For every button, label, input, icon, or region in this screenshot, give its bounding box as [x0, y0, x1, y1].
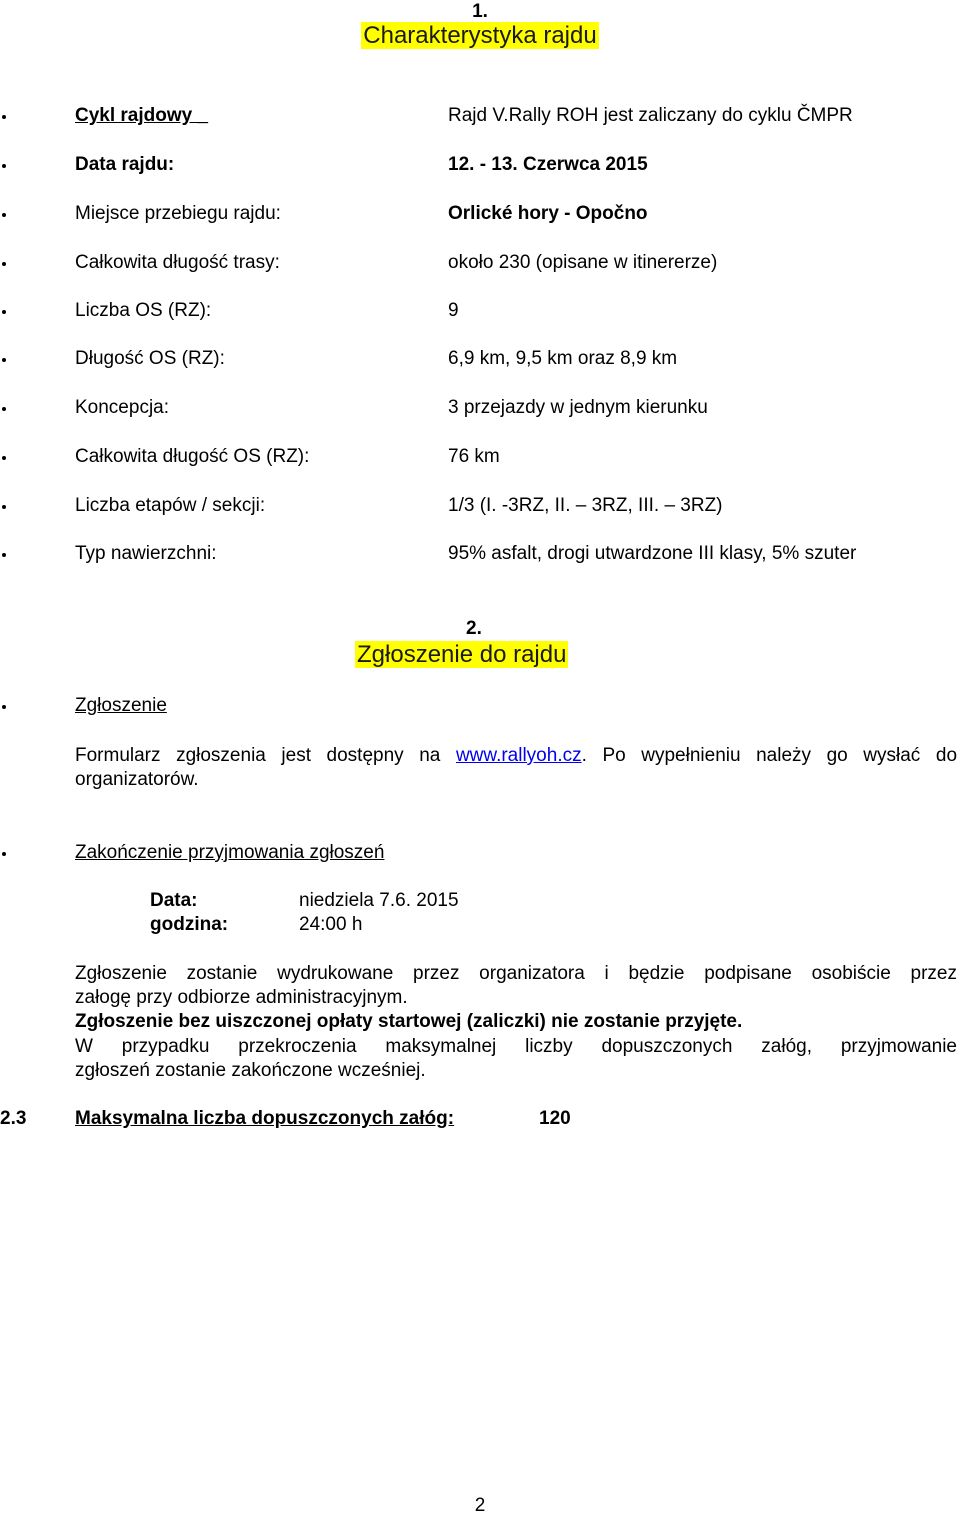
zakonczenie-label: Zakończenie przyjmowania zgłoszeń [75, 842, 385, 863]
row-label: Cykl rajdowy _ [75, 105, 209, 126]
zgloszenie-text [75, 744, 957, 768]
time-value: 24:00 h [299, 914, 363, 935]
paragraph-1-line-1: Zgłoszenie zostanie wydrukowane przez organizatora i będzie podpisane osobiście przez [75, 963, 957, 984]
section-2-title-text: Zgłoszenie do rajdu [357, 641, 567, 668]
paragraph-2-line-1: W przypadku przekroczenia maksymalnej liczby dopuszczonych załóg, przyjmowanie [75, 1036, 957, 1057]
bullet-icon [0, 694, 10, 718]
row-value: 76 km [448, 446, 500, 467]
bullet-icon [0, 202, 10, 226]
bullet-icon [0, 841, 10, 865]
time-label: godzina: [150, 914, 229, 935]
row-value: 9 [448, 300, 459, 321]
section-1-number: 1. [472, 1, 488, 22]
max-crews-label: Maksymalna liczba dopuszczonych załóg: [75, 1108, 455, 1129]
row-label: Koncepcja: [75, 397, 170, 418]
row-label: Liczba OS (RZ): [75, 300, 212, 321]
row-value: 3 przejazdy w jednym kierunku [448, 397, 708, 418]
bullet-icon [0, 251, 10, 275]
zgloszenie-text-line2: organizatorów. [75, 769, 199, 790]
bullet-icon [0, 396, 10, 420]
row-label: Długość OS (RZ): [75, 348, 225, 369]
row-value: 6,9 km, 9,5 km oraz 8,9 km [448, 348, 678, 369]
zgloszenie-text-after: . Po wypełnieniu należy go wysłać do [581, 745, 958, 766]
row-label: Data rajdu: [75, 154, 175, 175]
bullet-icon [0, 299, 10, 323]
bullet-icon [0, 542, 10, 566]
zgloszenie-label: Zgłoszenie [75, 695, 167, 716]
row-value: 1/3 (I. -3RZ, II. – 3RZ, III. – 3RZ) [448, 495, 723, 516]
row-label: Całkowita długość OS (RZ): [75, 446, 310, 467]
max-crews-value: 120 [539, 1108, 571, 1129]
warning-line: Zgłoszenie bez uiszczonej opłaty startowej (zaliczki) nie zostanie przyjęte. [75, 1011, 743, 1032]
row-value: 95% asfalt, drogi utwardzone III klasy, 5% szuter [448, 543, 857, 564]
bullet-icon [0, 104, 10, 128]
row-label: Typ nawierzchni: [75, 543, 217, 564]
bullet-icon [0, 153, 10, 177]
row-value: Rajd V.Rally ROH jest zaliczany do cyklu ČMPR [448, 105, 853, 126]
section-2-3-number: 2.3 [0, 1108, 27, 1129]
row-value: Orlické hory - Opočno [448, 203, 648, 224]
row-label: Miejsce przebiegu rajdu: [75, 203, 281, 224]
section-1-title [0, 22, 960, 50]
bullet-icon [0, 347, 10, 371]
bullet-icon [0, 494, 10, 518]
paragraph-1-line-2: załogę przy odbiorze administracyjnym. [75, 987, 408, 1008]
section-2-number: 2. [466, 618, 482, 639]
row-label: Całkowita długość trasy: [75, 252, 280, 273]
date-value: niedziela 7.6. 2015 [299, 890, 459, 911]
date-label: Data: [150, 890, 198, 911]
section-1-title-text: Charakterystyka rajdu [363, 22, 597, 49]
paragraph-2-line-2: zgłoszeń zostanie zakończone wcześniej. [75, 1060, 426, 1081]
row-value: około 230 (opisane w itinererze) [448, 252, 718, 273]
section-2-title [355, 641, 568, 669]
row-value: 12. - 13. Czerwca 2015 [448, 154, 648, 175]
row-label: Liczba etapów / sekcji: [75, 495, 266, 516]
zgloszenie-text-before: Formularz zgłoszenia jest dostępny na [75, 745, 441, 766]
page-number: 2 [474, 1495, 486, 1516]
bullet-icon [0, 445, 10, 469]
rallyoh-link[interactable]: www.rallyoh.cz [455, 745, 582, 766]
